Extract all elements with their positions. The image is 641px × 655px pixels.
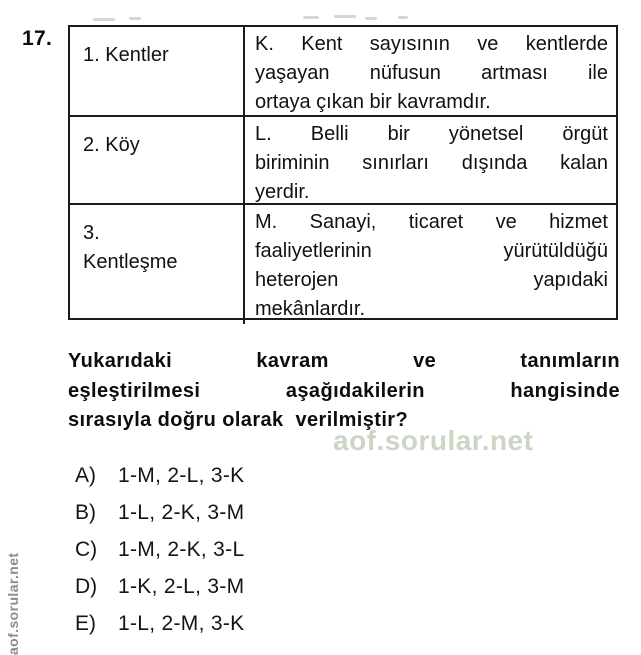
option-letter: C)	[75, 537, 98, 561]
scan-artifact	[93, 18, 115, 21]
watermark-center: aof.sorular.net	[333, 425, 534, 456]
watermark-side: aof.sorular.net	[5, 552, 21, 655]
options-list	[68, 457, 468, 642]
table-cell-term-2	[70, 115, 245, 203]
definition-line: ortaya çıkan bir kavramdır.	[255, 91, 491, 113]
option-e[interactable]	[68, 605, 468, 642]
scan-artifact	[334, 15, 356, 18]
term-text: 3.	[83, 222, 100, 244]
definition-line: mekânlardır.	[255, 298, 366, 320]
scan-artifact	[303, 16, 319, 19]
option-text: 1-L, 2-K, 3-M	[118, 500, 245, 524]
option-letter: B)	[75, 500, 96, 524]
definition-line: L. Belli bir yönetsel örgüt	[255, 123, 608, 145]
option-letter: E)	[75, 611, 96, 635]
option-text: 1-M, 2-K, 3-L	[118, 537, 245, 561]
question-line: Yukarıdaki kavram ve tanımların	[68, 350, 620, 372]
definition-line: biriminin sınırları dışında kalan	[255, 152, 608, 174]
option-text: 1-M, 2-L, 3-K	[118, 463, 245, 487]
term-text: Kentleşme	[83, 251, 178, 273]
option-b[interactable]	[68, 494, 468, 531]
option-c[interactable]	[68, 531, 468, 568]
question-line: eşleştirilmesi aşağıdakilerin hangisinde	[68, 379, 620, 402]
question-stem	[68, 347, 620, 436]
scan-artifact	[365, 17, 377, 20]
table-cell-term-1	[70, 27, 245, 115]
option-d[interactable]	[68, 568, 468, 605]
table-cell-term-3	[70, 203, 245, 324]
table-cell-definition-l	[245, 115, 616, 203]
term-text: 1. Kentler	[83, 44, 169, 66]
question-line: sırasıyla doğru olarak verilmiştir?	[68, 409, 409, 431]
definition-line: K. Kent sayısının ve kentlerde	[255, 33, 608, 55]
matching-table	[68, 25, 618, 320]
scan-artifact	[129, 17, 141, 20]
option-text: 1-K, 2-L, 3-M	[118, 574, 245, 598]
option-text: 1-L, 2-M, 3-K	[118, 611, 245, 635]
definition-line: M. Sanayi, ticaret ve hizmet	[255, 211, 608, 233]
option-a[interactable]	[68, 457, 468, 494]
scan-artifact	[398, 16, 408, 19]
option-letter: A)	[75, 463, 96, 487]
definition-line: heterojen yapıdaki	[255, 269, 608, 291]
definition-line: yaşayan nüfusun artması ile	[255, 62, 608, 84]
option-letter: D)	[75, 574, 98, 598]
term-text: 2. Köy	[83, 134, 140, 156]
table-cell-definition-k	[245, 27, 616, 115]
table-cell-definition-m	[245, 203, 616, 324]
definition-line: faaliyetlerinin yürütüldüğü	[255, 240, 608, 262]
definition-line: yerdir.	[255, 181, 310, 203]
question-number: 17.	[22, 27, 53, 50]
